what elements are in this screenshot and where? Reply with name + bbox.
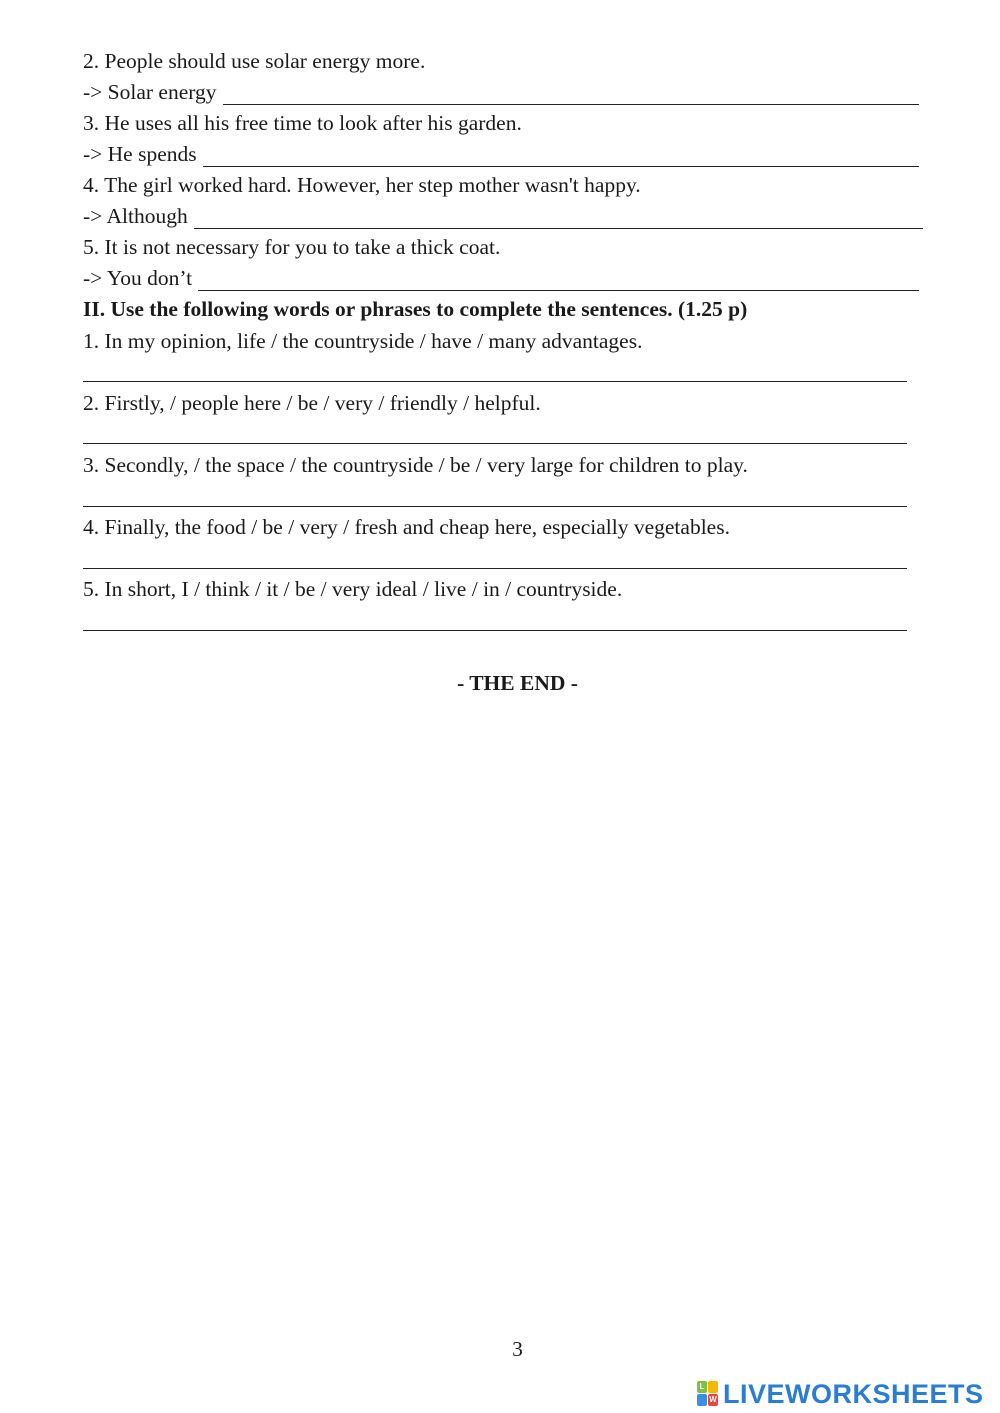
page-number: 3 <box>512 1337 523 1361</box>
answer-row-2 <box>83 79 919 105</box>
question-5: 5. It is not necessary for you to take a thick coat. <box>83 235 501 259</box>
answer-row-3 <box>83 141 919 167</box>
answer-blank[interactable] <box>194 210 923 229</box>
answer-blank[interactable] <box>223 86 919 105</box>
answer-blank[interactable] <box>203 148 919 167</box>
logo-mark-blue <box>697 1394 707 1406</box>
answer-prompt: -> Although <box>83 204 188 228</box>
sentence-item-3: 3. Secondly, / the space / the countryside / be / very large for children to play. <box>83 453 748 477</box>
sentence-item-2: 2. Firstly, / people here / be / very / friendly / helpful. <box>83 391 541 415</box>
logo-mark-red: W <box>709 1395 717 1404</box>
answer-blank[interactable] <box>198 272 919 291</box>
question-4: 4. The girl worked hard. However, her step mother wasn't happy. <box>83 173 641 197</box>
answer-line-1[interactable] <box>83 381 907 382</box>
answer-line-4[interactable] <box>83 568 907 569</box>
logo-text: LIVEWORKSHEETS <box>723 1378 984 1409</box>
liveworksheets-logo <box>697 1378 984 1410</box>
answer-line-5[interactable] <box>83 630 907 631</box>
section-2-heading: II. Use the following words or phrases to complete the sentences. (1.25 p) <box>83 297 748 321</box>
question-3: 3. He uses all his free time to look after his garden. <box>83 111 522 135</box>
sentence-item-4: 4. Finally, the food / be / very / fresh and cheap here, especially vegetables. <box>83 515 730 539</box>
sentence-item-5: 5. In short, I / think / it / be / very ideal / live / in / countryside. <box>83 577 623 601</box>
answer-prompt: -> You don’t <box>83 266 193 290</box>
sentence-item-1: 1. In my opinion, life / the countryside / have / many advantages. <box>83 329 643 353</box>
answer-prompt: -> He spends <box>83 142 197 166</box>
answer-row-5 <box>83 265 919 291</box>
answer-line-2[interactable] <box>83 443 907 444</box>
question-2: 2. People should use solar energy more. <box>83 49 426 73</box>
end-marker: - THE END - <box>457 671 578 695</box>
logo-mark-green: L <box>697 1381 707 1393</box>
logo-mark-icon <box>697 1381 719 1407</box>
answer-line-3[interactable] <box>83 506 907 507</box>
logo-mark-yellow <box>708 1381 718 1393</box>
answer-row-4 <box>83 203 923 229</box>
answer-prompt: -> Solar energy <box>83 80 217 104</box>
